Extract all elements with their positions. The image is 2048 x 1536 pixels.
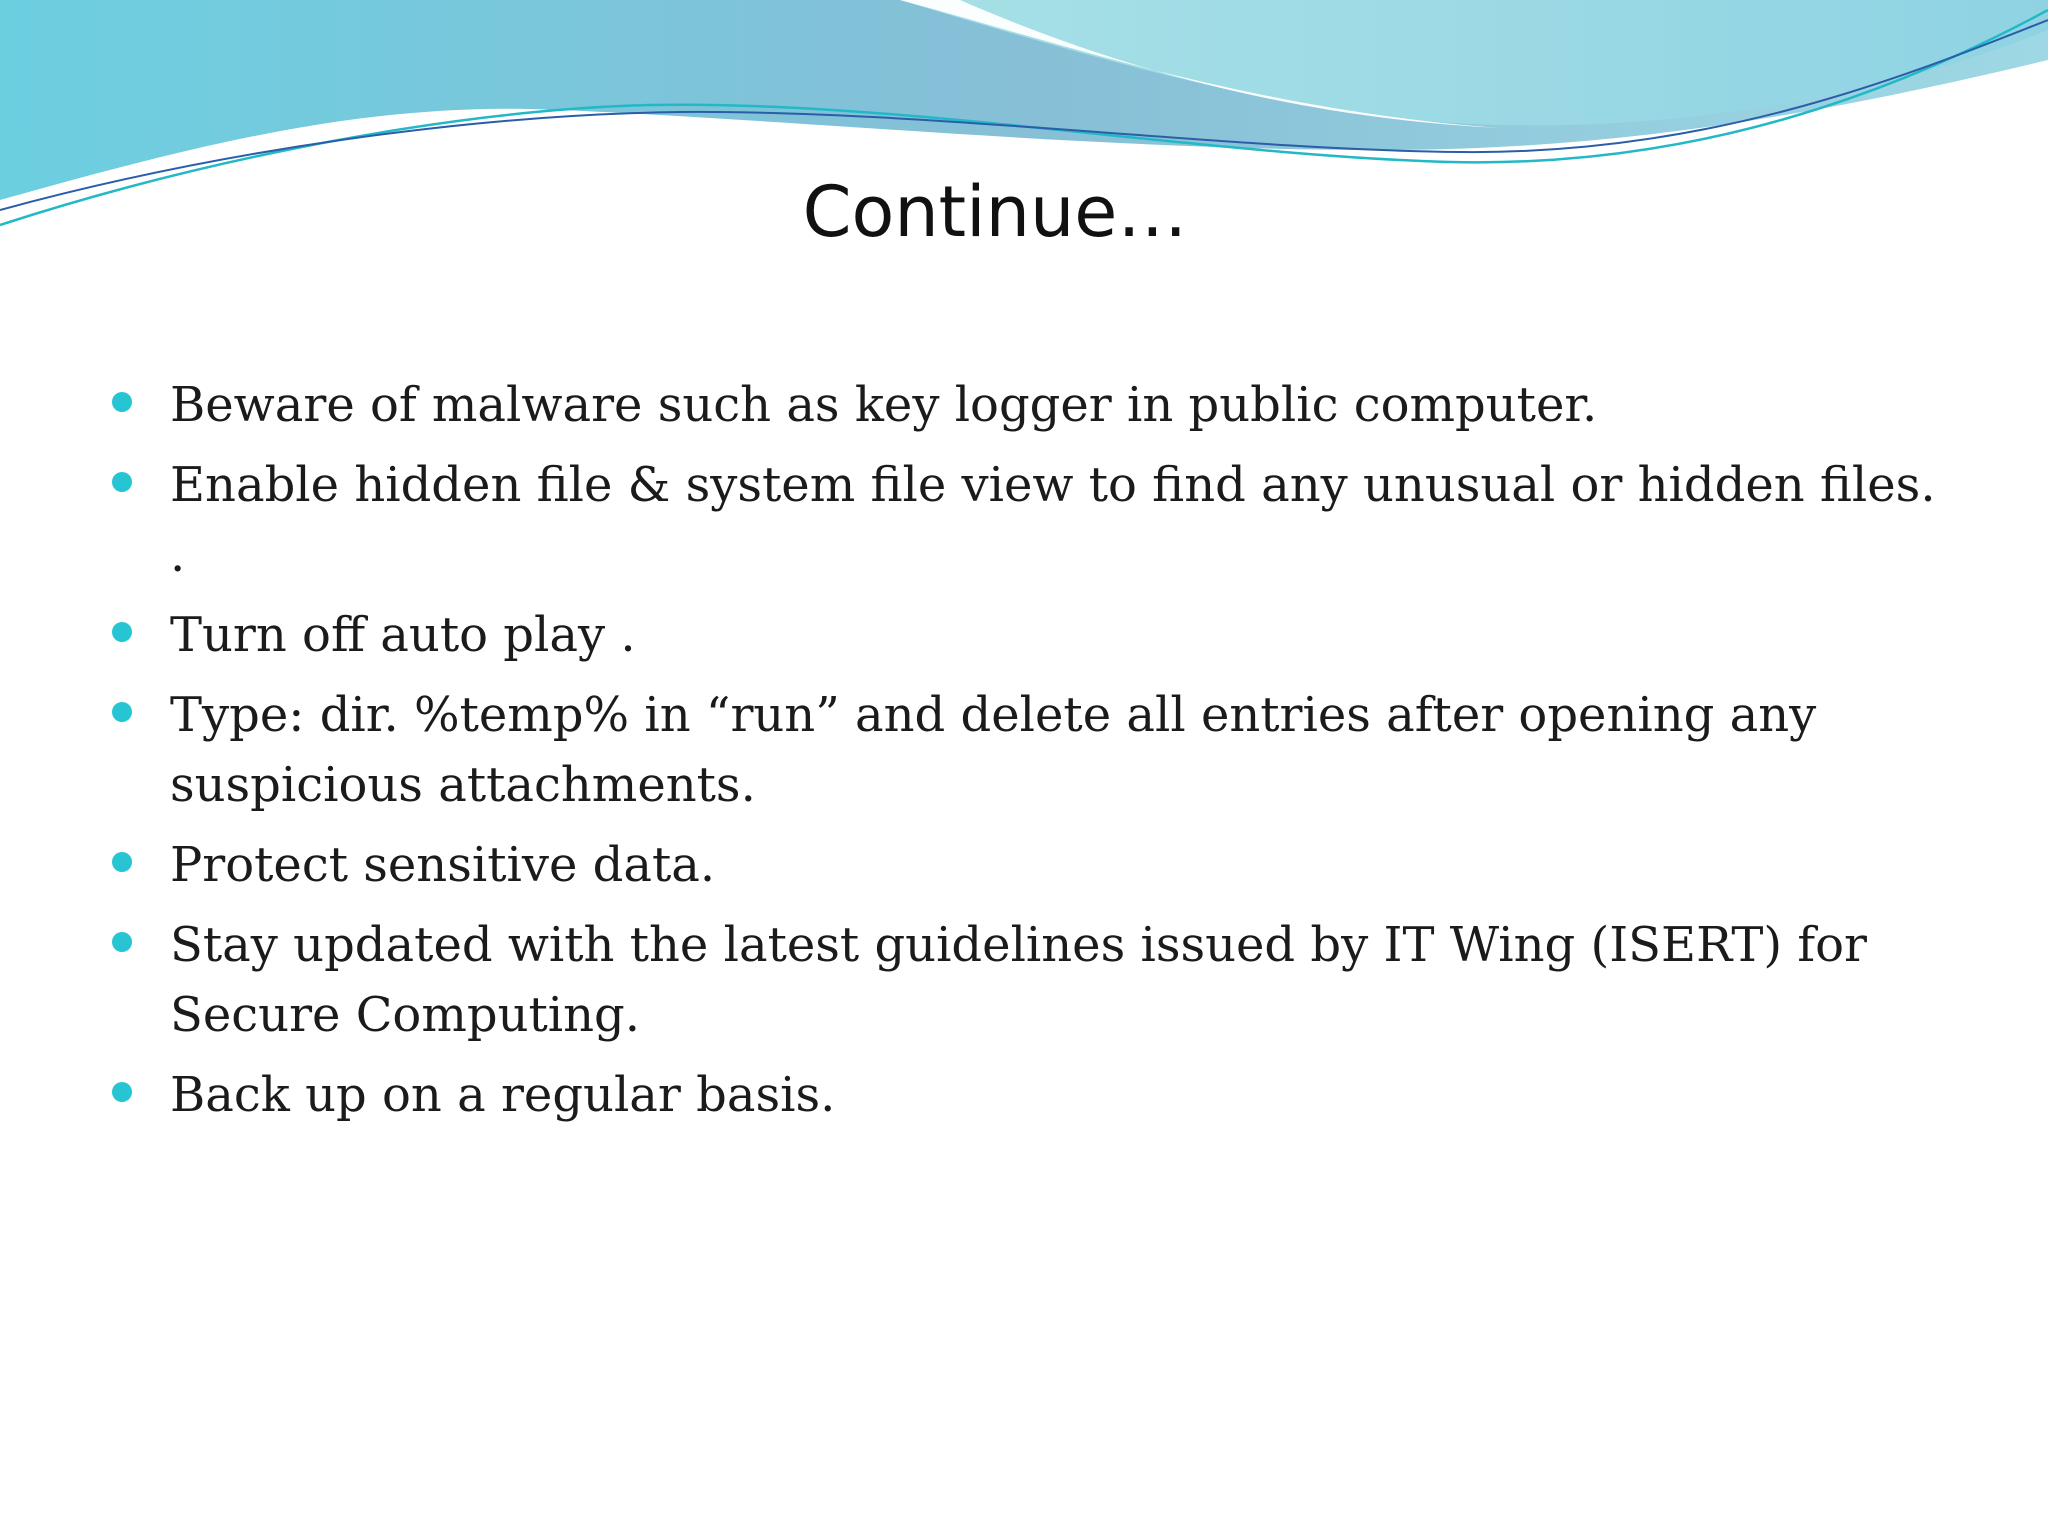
bullet-dot-icon: [112, 392, 132, 412]
bullet-dot-icon: [112, 932, 132, 952]
bullet-text: Enable hidden file & system file view to find any unusual or hidden files. .: [170, 457, 1936, 583]
bullet-text: Stay updated with the latest guidelines issued by IT Wing (ISERT) for Secure Computing.: [170, 917, 1867, 1043]
bullet-item: [100, 1060, 1960, 1130]
bullet-dot-icon: [112, 472, 132, 492]
bullet-text: Turn off auto play .: [170, 607, 636, 663]
bullet-item: [100, 600, 1960, 670]
bullet-text: Beware of malware such as key logger in public computer.: [170, 377, 1598, 433]
bullet-text: Type: dir. %temp% in “run” and delete all entries after opening any suspicious attachments.: [170, 687, 1817, 813]
bullet-dot-icon: [112, 852, 132, 872]
bullet-item: [100, 910, 1960, 1050]
bullet-text: Protect sensitive data.: [170, 837, 716, 893]
bullet-item: [100, 680, 1960, 820]
bullet-dot-icon: [112, 702, 132, 722]
bullet-list: [100, 370, 1960, 1140]
bullet-item: [100, 450, 1960, 590]
bullet-dot-icon: [112, 1082, 132, 1102]
slide-title: Continue…: [802, 171, 1188, 253]
bullet-item: [100, 830, 1960, 900]
bullet-dot-icon: [112, 622, 132, 642]
bullet-item: [100, 370, 1960, 440]
bullet-text: Back up on a regular basis.: [170, 1067, 836, 1123]
